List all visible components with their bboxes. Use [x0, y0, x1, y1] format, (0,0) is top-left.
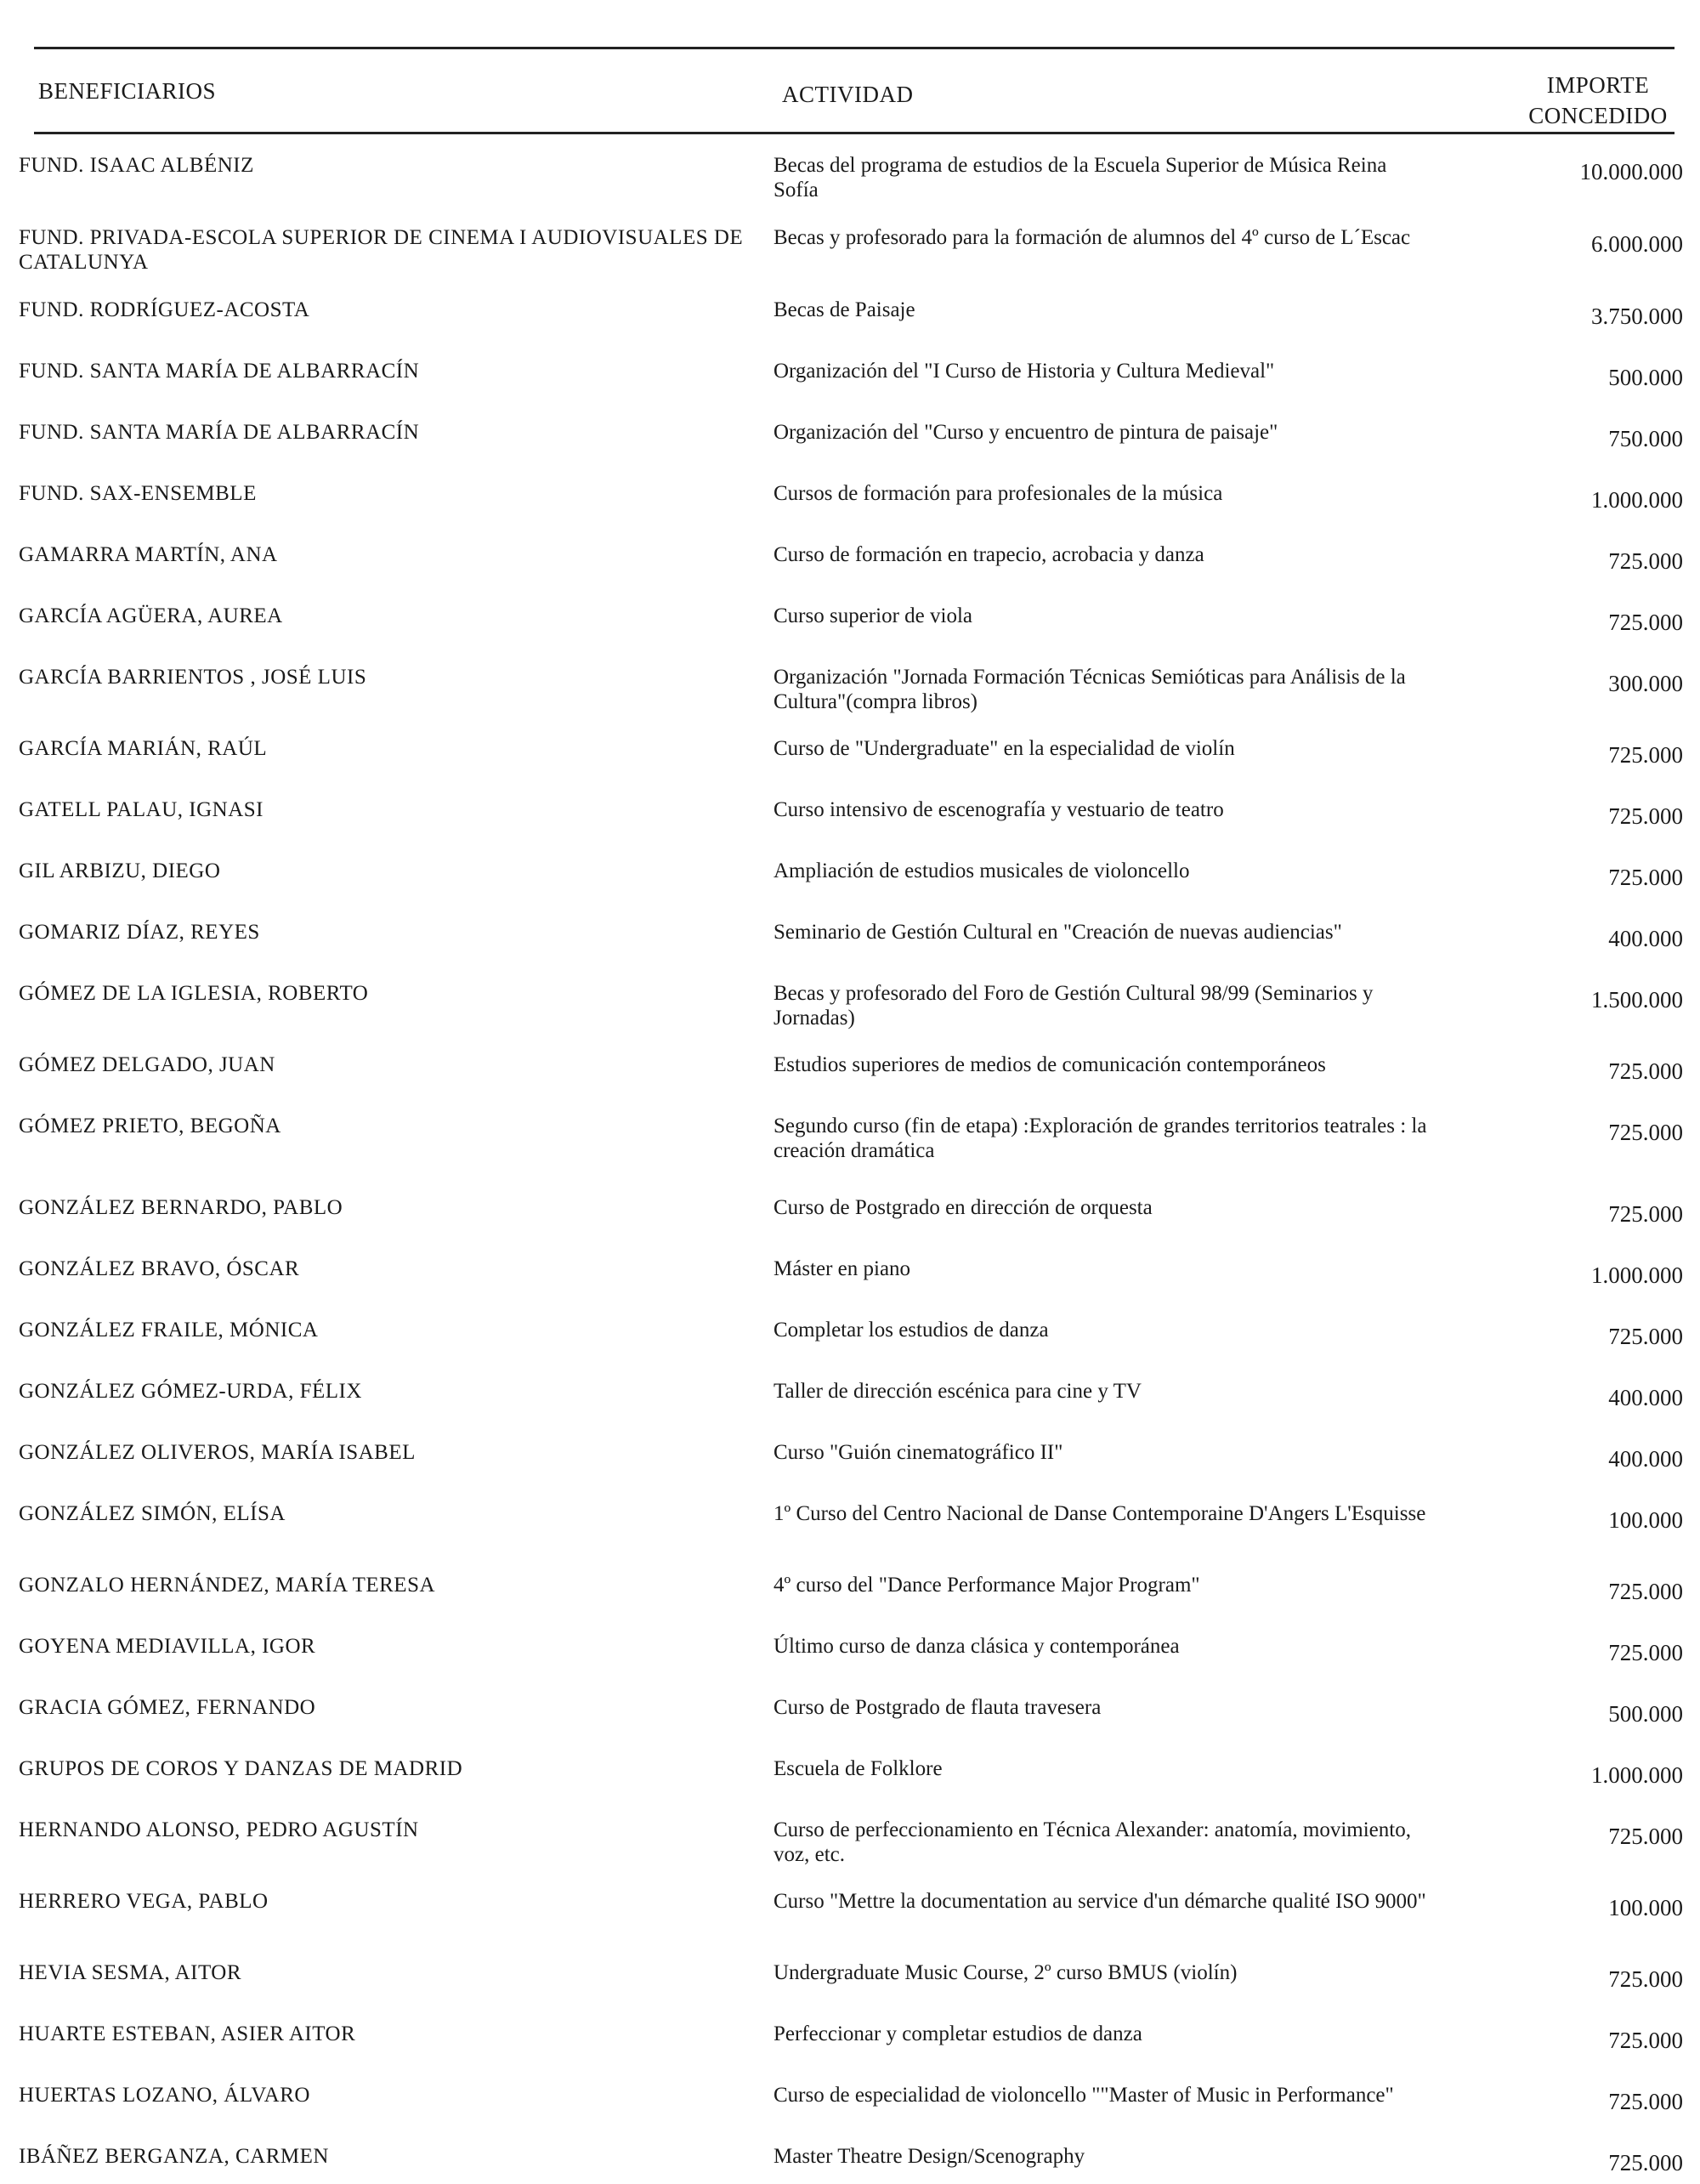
activity-description: Curso de especialidad de violoncello ""Master of Music in Performance"	[774, 2084, 1394, 2107]
activity-description: Becas y profesorado del Foro de Gestión Cultural 98/99 (Seminarios y Jornadas)	[774, 982, 1374, 1030]
beneficiary-name: HUERTAS LOZANO, ÁLVARO	[19, 2084, 310, 2107]
granted-amount: 300.000	[1608, 671, 1683, 696]
activity-description: Seminario de Gestión Cultural en "Creación de nuevas audiencias"	[774, 921, 1342, 944]
granted-amount: 725.000	[1608, 742, 1683, 768]
beneficiary-name: GAMARRA MARTÍN, ANA	[19, 543, 278, 566]
activity-description: Completar los estudios de danza	[774, 1319, 1049, 1342]
granted-amount: 725.000	[1608, 2028, 1683, 2053]
header-importe-line2: CONCEDIDO	[1528, 103, 1668, 128]
activity-description: Curso superior de viola	[774, 604, 972, 627]
granted-amount: 725.000	[1608, 1579, 1683, 1604]
activity-description: Curso de Postgrado en dirección de orquesta	[774, 1196, 1153, 1219]
beneficiary-name: GONZÁLEZ GÓMEZ-URDA, FÉLIX	[19, 1380, 362, 1403]
granted-amount: 3.750.000	[1591, 303, 1683, 329]
beneficiary-name: GARCÍA MARIÁN, RAÚL	[19, 737, 268, 760]
beneficiary-name: HUARTE ESTEBAN, ASIER AITOR	[19, 2022, 356, 2045]
granted-amount: 725.000	[1608, 548, 1683, 574]
granted-amount: 725.000	[1608, 803, 1683, 829]
activity-description: 1º Curso del Centro Nacional de Danse Contemporaine D'Angers L'Esquisse	[774, 1502, 1426, 1525]
activity-description: Perfeccionar y completar estudios de danza	[774, 2022, 1142, 2045]
granted-amount: 500.000	[1608, 365, 1683, 390]
activity-description: Máster en piano	[774, 1257, 911, 1280]
beneficiary-name: FUND. SAX-ENSEMBLE	[19, 482, 257, 505]
beneficiary-name: GARCÍA AGÜERA, AUREA	[19, 604, 283, 627]
granted-amount: 725.000	[1608, 1058, 1683, 1084]
beneficiary-name: FUND. SANTA MARÍA DE ALBARRACÍN	[19, 421, 420, 444]
header-actividad: ACTIVIDAD	[782, 82, 914, 107]
activity-description: Becas de Paisaje	[774, 298, 915, 321]
beneficiary-name: IBÁÑEZ BERGANZA, CARMEN	[19, 2145, 329, 2168]
beneficiary-name: FUND. ISAAC ALBÉNIZ	[19, 154, 254, 177]
granted-amount: 1.500.000	[1591, 987, 1683, 1013]
beneficiary-name: HERNANDO ALONSO, PEDRO AGUSTÍN	[19, 1818, 419, 1841]
activity-description: 4º curso del "Dance Performance Major Program"	[774, 1574, 1200, 1597]
granted-amount: 725.000	[1608, 1201, 1683, 1227]
beneficiary-name: GRACIA GÓMEZ, FERNANDO	[19, 1696, 316, 1719]
activity-description: Curso de perfeccionamiento en Técnica Alexander: anatomía, movimiento, voz, etc.	[774, 1818, 1411, 1866]
header-importe	[1513, 70, 1683, 131]
beneficiary-name: GONZÁLEZ FRAILE, MÓNICA	[19, 1319, 319, 1342]
granted-amount: 400.000	[1608, 1446, 1683, 1472]
beneficiary-name: GONZÁLEZ OLIVEROS, MARÍA ISABEL	[19, 1441, 416, 1464]
beneficiary-name: HERRERO VEGA, PABLO	[19, 1890, 269, 1913]
activity-description: Curso "Guión cinematográfico II"	[774, 1441, 1063, 1464]
granted-amount: 1.000.000	[1591, 1762, 1683, 1788]
activity-description: Cursos de formación para profesionales de la música	[774, 482, 1223, 505]
beneficiary-name: GÓMEZ DELGADO, JUAN	[19, 1053, 275, 1076]
activity-description: Ampliación de estudios musicales de violoncello	[774, 859, 1190, 882]
granted-amount: 725.000	[1608, 1640, 1683, 1665]
granted-amount: 725.000	[1608, 2089, 1683, 2114]
beneficiary-name: GOMARIZ DÍAZ, REYES	[19, 921, 260, 944]
granted-amount: 500.000	[1608, 1701, 1683, 1727]
granted-amount: 750.000	[1608, 426, 1683, 451]
granted-amount: 400.000	[1608, 926, 1683, 951]
activity-description: Curso "Mettre la documentation au service d'un démarche qualité ISO 9000"	[774, 1890, 1426, 1913]
beneficiary-name: GATELL PALAU, IGNASI	[19, 798, 264, 821]
header-beneficiarios: BENEFICIARIOS	[38, 78, 217, 104]
granted-amount: 10.000.000	[1579, 159, 1683, 184]
granted-amount: 6.000.000	[1591, 231, 1683, 257]
granted-amount: 1.000.000	[1591, 1262, 1683, 1288]
beneficiary-name: GARCÍA BARRIENTOS , JOSÉ LUIS	[19, 666, 367, 689]
beneficiary-name: FUND. RODRÍGUEZ-ACOSTA	[19, 298, 310, 321]
activity-description: Organización del "I Curso de Historia y Cultura Medieval"	[774, 360, 1275, 383]
top-rule	[34, 47, 1674, 49]
activity-description: Curso de "Undergraduate" en la especialidad de violín	[774, 737, 1235, 760]
granted-amount: 725.000	[1608, 610, 1683, 635]
beneficiary-name: GONZALO HERNÁNDEZ, MARÍA TERESA	[19, 1574, 436, 1597]
beneficiary-name: HEVIA SESMA, AITOR	[19, 1961, 242, 1984]
activity-description: Curso de Postgrado de flauta travesera	[774, 1696, 1102, 1719]
beneficiary-name: GIL ARBIZU, DIEGO	[19, 859, 221, 882]
activity-description: Escuela de Folklore	[774, 1757, 943, 1780]
beneficiary-name: FUND. PRIVADA-ESCOLA SUPERIOR DE CINEMA I AUDIOVISUALES DE CATALUNYA	[19, 226, 744, 274]
activity-description: Curso de formación en trapecio, acrobacia y danza	[774, 543, 1204, 566]
beneficiary-name: GRUPOS DE COROS Y DANZAS DE MADRID	[19, 1757, 463, 1780]
activity-description: Undergraduate Music Course, 2º curso BMUS (violín)	[774, 1961, 1238, 1984]
beneficiary-name: GONZÁLEZ BERNARDO, PABLO	[19, 1196, 343, 1219]
granted-amount: 1.000.000	[1591, 487, 1683, 513]
activity-description: Segundo curso (fin de etapa) :Exploración de grandes territorios teatrales : la creación dramática	[774, 1115, 1427, 1162]
granted-amount: 100.000	[1608, 1895, 1683, 1920]
activity-description: Becas del programa de estudios de la Escuela Superior de Música Reina Sofía	[774, 154, 1387, 201]
activity-description: Organización "Jornada Formación Técnicas Semióticas para Análisis de la Cultura"(compra libros)	[774, 666, 1406, 713]
beneficiary-name: FUND. SANTA MARÍA DE ALBARRACÍN	[19, 360, 420, 383]
activity-description: Curso intensivo de escenografía y vestuario de teatro	[774, 798, 1224, 821]
beneficiary-name: GONZÁLEZ BRAVO, ÓSCAR	[19, 1257, 300, 1280]
granted-amount: 725.000	[1608, 1120, 1683, 1145]
activity-description: Organización del "Curso y encuentro de pintura de paisaje"	[774, 421, 1278, 444]
activity-description: Taller de dirección escénica para cine y TV	[774, 1380, 1142, 1403]
beneficiary-name: GONZÁLEZ SIMÓN, ELÍSA	[19, 1502, 286, 1525]
granted-amount: 725.000	[1608, 1324, 1683, 1349]
header-rule	[34, 132, 1674, 134]
activity-description: Becas y profesorado para la formación de alumnos del 4º curso de L´Escac	[774, 226, 1411, 249]
beneficiary-name: GOYENA MEDIAVILLA, IGOR	[19, 1635, 316, 1658]
header-importe-line1: IMPORTE	[1546, 72, 1650, 98]
granted-amount: 725.000	[1608, 1966, 1683, 1992]
activity-description: Master Theatre Design/Scenography	[774, 2145, 1085, 2168]
activity-description: Estudios superiores de medios de comunicación contemporáneos	[774, 1053, 1326, 1076]
granted-amount: 725.000	[1608, 2150, 1683, 2175]
activity-description: Último curso de danza clásica y contemporánea	[774, 1635, 1180, 1658]
beneficiary-name: GÓMEZ DE LA IGLESIA, ROBERTO	[19, 982, 369, 1005]
granted-amount: 725.000	[1608, 865, 1683, 890]
beneficiary-name: GÓMEZ PRIETO, BEGOÑA	[19, 1115, 281, 1137]
granted-amount: 400.000	[1608, 1385, 1683, 1410]
granted-amount: 100.000	[1608, 1507, 1683, 1533]
granted-amount: 725.000	[1608, 1824, 1683, 1849]
